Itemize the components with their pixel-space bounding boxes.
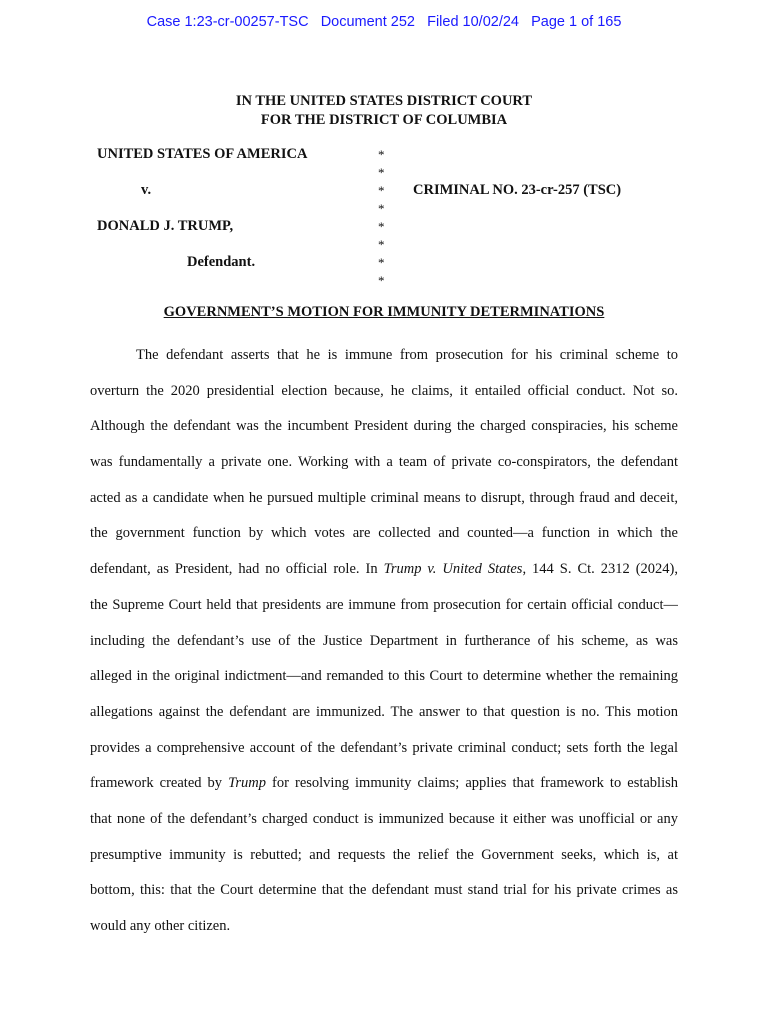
body-line: would any other citizen. bbox=[90, 918, 231, 934]
caption-star: * bbox=[378, 219, 385, 234]
case-citation: Trump bbox=[228, 775, 266, 792]
body-line: allegations against the defendant are immunized. The answer to that question is no. This motion bbox=[90, 703, 678, 720]
caption-star: * bbox=[378, 237, 385, 252]
court-name: IN THE UNITED STATES DISTRICT COURT bbox=[235, 93, 533, 109]
body-text-segment: framework created by bbox=[90, 775, 229, 792]
page-count: Page 1 of 165 bbox=[531, 14, 622, 30]
body-line bbox=[90, 766, 678, 802]
court-district: FOR THE DISTRICT OF COLUMBIA bbox=[260, 112, 508, 128]
body-text-segment: defendant, as President, had no official role. In bbox=[90, 561, 384, 578]
body-line bbox=[90, 552, 678, 588]
plaintiff-name: UNITED STATES OF AMERICA bbox=[97, 146, 308, 162]
defendant-label: Defendant. bbox=[187, 254, 256, 270]
body-line: overturn the 2020 presidential election because, he claims, it entailed official conduct. Not so. bbox=[90, 382, 678, 399]
body-line: presumptive immunity is rebutted; and requests the relief the Government seeks, which is, at bbox=[90, 846, 678, 863]
motion-title bbox=[0, 304, 768, 321]
body-line: that none of the defendant’s charged conduct is immunized because it either was unofficial or any bbox=[90, 810, 678, 827]
criminal-case-number: CRIMINAL NO. 23-cr-257 (TSC) bbox=[413, 182, 622, 198]
caption-star: * bbox=[378, 273, 385, 288]
body-line: The defendant asserts that he is immune from prosecution for his criminal scheme to bbox=[136, 347, 678, 363]
case-number: Case 1:23-cr-00257-TSC bbox=[146, 14, 309, 30]
motion-body bbox=[90, 338, 678, 945]
motion-title-text: GOVERNMENT’S MOTION FOR IMMUNITY DETERMINATIONS bbox=[163, 304, 605, 320]
body-line: including the defendant’s use of the Justice Department in furtherance of his scheme, as was bbox=[90, 632, 678, 649]
filed-date: Filed 10/02/24 bbox=[427, 14, 519, 30]
versus-label: v. bbox=[141, 182, 152, 198]
body-line: provides a comprehensive account of the defendant’s private criminal conduct; sets forth the legal bbox=[90, 739, 678, 756]
caption-star: * bbox=[378, 165, 385, 180]
caption-star: * bbox=[378, 183, 385, 198]
document-number: Document 252 bbox=[320, 14, 415, 30]
defendant-name: DONALD J. TRUMP, bbox=[97, 218, 234, 234]
body-line: was fundamentally a private one. Working with a team of private co-conspirators, the defendant bbox=[90, 454, 678, 471]
body-line: bottom, this: that the Court determine that the defendant must stand trial for his private crimes as bbox=[90, 882, 678, 899]
caption-star: * bbox=[378, 147, 385, 162]
court-heading bbox=[0, 92, 768, 130]
body-line: Although the defendant was the incumbent President during the charged conspiracies, his scheme bbox=[90, 418, 678, 435]
body-line: alleged in the original indictment—and remanded to this Court to determine whether the remaining bbox=[90, 668, 678, 685]
caption-star-column bbox=[378, 146, 385, 290]
body-line: acted as a candidate when he pursued multiple criminal means to disrupt, through fraud and deceit, bbox=[90, 489, 678, 506]
ecf-header-stamp bbox=[0, 14, 768, 30]
body-line: the government function by which votes are collected and counted—a function in which the bbox=[90, 525, 678, 542]
caption-star: * bbox=[378, 255, 385, 270]
case-citation: Trump v. United States bbox=[383, 561, 523, 578]
caption-star: * bbox=[378, 201, 385, 216]
body-text-segment: , 144 S. Ct. 2312 (2024), bbox=[522, 561, 678, 578]
body-text-segment: for resolving immunity claims; applies that framework to establish bbox=[266, 775, 678, 792]
body-line: the Supreme Court held that presidents are immune from prosecution for certain official conduct— bbox=[90, 596, 678, 613]
